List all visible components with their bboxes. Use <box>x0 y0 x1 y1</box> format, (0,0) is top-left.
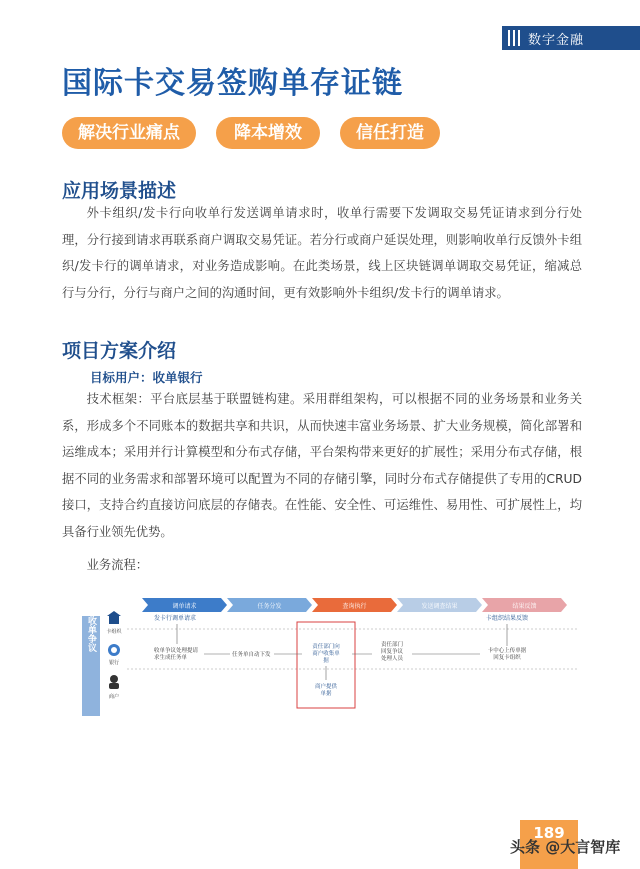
flow-label: 业务流程： <box>86 558 149 572</box>
tag-cost-efficiency: 降本增效 <box>216 117 320 149</box>
actor-card-org: 卡组织 <box>106 629 122 635</box>
target-user: 目标用户：收单银行 <box>90 370 203 385</box>
actor-bank: 银行 <box>108 660 120 666</box>
bank-icon <box>108 644 120 656</box>
tag-trust: 信任打造 <box>340 117 440 149</box>
merchant-icon <box>109 675 119 689</box>
tag-row <box>62 117 440 149</box>
node-dispute-request-2: 求生成任务单 <box>154 655 188 661</box>
node-dept-reply-3: 处理人员 <box>380 656 404 662</box>
stage-label: 发送调查结果 <box>421 603 458 610</box>
stage-label: 查询执行 <box>342 603 367 610</box>
solution-text: 技术框架：平台底层基于联盟链构建。采用群组架构，可以根据不同的业务场景和业务关系，形成多个不同账本的数据共享和共识，从而快速丰富业务场景、扩大业务规模，简化部署和运维成本；采用并行计算模型和分布式存储，平台架构带来更好的扩展性；采用分布式存储，根据不同的业务需求和部署环境可以配置为不同的存储引擎，同时分布式存储提供了专用的CRUD接口，支持合约直接访问底层的存储表。在性能、安全性、可运维性、易用性、可扩展性上，均具备行业领先优势。 <box>62 392 582 539</box>
stage-label: 调单请求 <box>172 603 197 610</box>
node-dept-reply-1: 责任部门 <box>380 642 404 648</box>
scenario-text: 外卡组织/发卡行向收单行发送调单请求时，收单行需要下发调取交易凭证请求到分行处理，分行接到请求再联系商户调取交易凭证。若分行或商户延误处理，则影响收单行反馈外卡组织/发卡行的调单请求，对业务造成影响。在此类场景，线上区块链调单调取交易凭证，缩减总行与分行，分行与商户之间的沟通时间，更有效影响外卡组织/发卡行的调单请求。 <box>62 206 582 300</box>
bank-org-icon <box>107 611 121 624</box>
node-merchant-provide-2: 单据 <box>320 691 332 697</box>
node-dept-collect-2: 商户收集单 <box>312 651 340 657</box>
stage-label: 结果反馈 <box>512 603 537 610</box>
watermark: 头条 @大言智库 <box>510 838 621 856</box>
node-card-center-2: 回复卡组织 <box>493 655 521 661</box>
business-flow-diagram <box>82 594 582 720</box>
actor-merchant: 商户 <box>108 694 120 700</box>
section-label: 数字金融 <box>528 32 585 48</box>
node-dept-reply-2: 回复争议 <box>380 649 404 655</box>
node-card-org-feedback: 卡组织结果反馈 <box>485 615 529 622</box>
section-header-bar <box>502 26 640 50</box>
node-issuer-request: 发卡行调单请求 <box>154 615 197 622</box>
node-dispute-request-1: 收单争议处理提请 <box>154 648 199 654</box>
tag-pain-point: 解决行业痛点 <box>62 117 196 149</box>
node-dept-collect-1: 责任部门向 <box>312 644 340 650</box>
node-card-center-1: 卡中心上传单据 <box>487 648 527 654</box>
side-label: 收单争议 <box>86 616 96 652</box>
stage-label: 任务分发 <box>257 603 282 610</box>
node-auto-dispatch: 任务单自动下发 <box>232 652 271 658</box>
node-dept-collect-3: 据 <box>323 658 329 664</box>
header-stripes-icon <box>508 30 520 46</box>
solution-heading: 项目方案介绍 <box>62 340 177 362</box>
scenario-heading: 应用场景描述 <box>62 180 177 202</box>
page-title: 国际卡交易签购单存证链 <box>62 66 403 101</box>
page-number: 189 <box>520 820 578 869</box>
node-merchant-provide-1: 商户提供 <box>314 684 338 690</box>
